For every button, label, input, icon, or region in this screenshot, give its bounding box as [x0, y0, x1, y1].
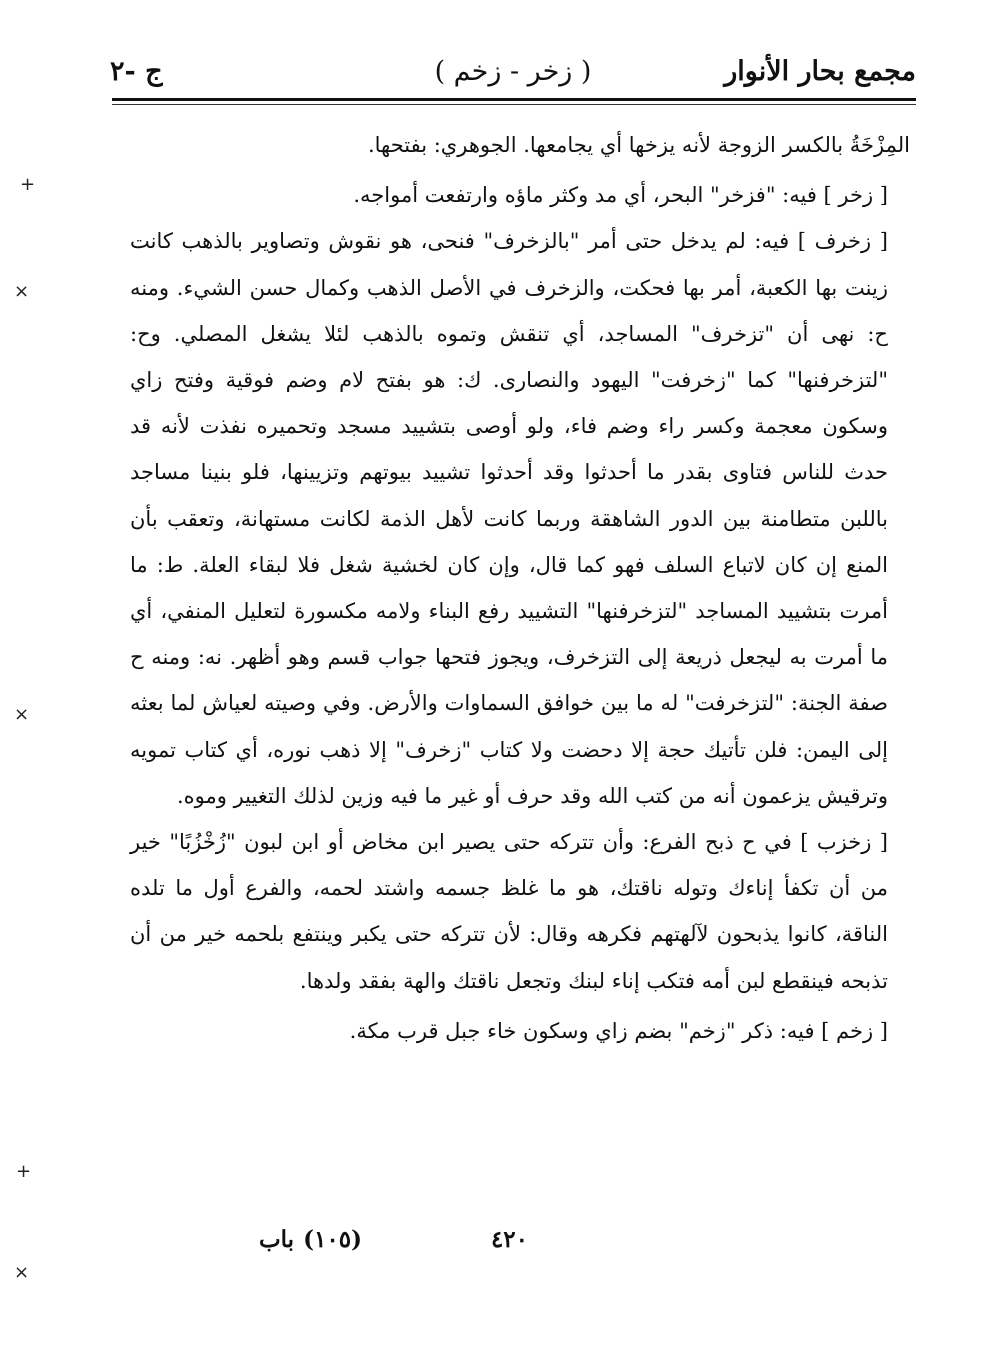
page-number: ٤٢٠	[490, 1226, 528, 1253]
margin-tick-icon: ×	[14, 704, 30, 725]
entry-zukhruf: [ زخرف ] فيه: لم يدخل حتى أمر "بالزخرف" فنحى، هو نقوش وتصاوير بالذهب كانت زينت بها الكعبة، أمر بها فحكت، والزخرف في الأصل الذهب وكمال حسن الشيء. ومنه ح: نهى أن "تزخرف" المساجد، أي تنقش وتموه بالذهب لئلا يشغل المصلي. وح: "لتزخرفنها" كما "زخرفت" اليهود والنصارى. ك: هو بفتح لام وضم فوقية وفتح زاي وسكون معجمة وكسر راء وضم فاء، ولو أوصى بتشييد مسجد وتحميره نفذت لأنه قد حدث للناس فتاوى بقدر ما أحدثوا وقد أحدثوا تشييد بيوتهم وتزيينها، فلو بنينا مساجد باللبن متطامنة بين الدور الشاهقة وربما كانت لأهل الذمة لكانت مستهانة، وتعقب بأن المنع إن كان لاتباع السلف فهو كما قال، وإن كان لخشية شغل فلا لبقاء العلة. ط: ما أمرت بتشييد المساجد "لتزخرفنها" التشييد رفع البناء ولامه مكسورة لتعليل المنفي، أي ما أمرت به ليجعل ذريعة إلى التزخرف، ويجوز فتحها جواب قسم وهو أظهر. نه: ومنه ح صفة الجنة: "لتزخرفت" له ما بين خوافق السماوات والأرض. وفي وصيته لعياش لما بعثه إلى اليمن: فلن تأتيك حجة إلا دحضت ولا كتاب "زخرف" إلا ذهب نوره، أي كتاب تمويه وترقيش يزعمون أنه من كتب الله وقد حرف أو غير ما فيه وزين لذلك التغيير وموه.	[130, 229, 888, 808]
margin-tick-icon: ×	[14, 1262, 30, 1283]
page-footer	[170, 1222, 910, 1262]
margin-tick-icon: ×	[14, 281, 30, 302]
paragraph-mizkha: المِزْخَةُ بالكسر الزوجة لأنه يزخها أي يجامعها. الجوهري: بفتحها.	[367, 133, 910, 157]
entry-zakhara: [ زخر ] فيه: "فزخر" البحر، أي مد وكثر ماؤه وارتفعت أمواجه.	[353, 183, 888, 208]
main-text	[130, 122, 910, 1054]
section-number: (١٠٥)	[303, 1226, 362, 1253]
entry-zakhm: [ زخم ] فيه: ذكر "زخم" بضم زاي وسكون خاء جبل قرب مكة.	[349, 1018, 888, 1043]
entry-zukhzub: [ زخزب ] في ح ذبح الفرع: وأن تتركه حتى يصير ابن مخاض أو ابن لبون "زُخْزُبًا" خير من أن تكفأ إناءك وتوله ناقتك، هو ما غلظ جسمه واشتد لحمه، والفرع أول ما تلده الناقة، كانوا يذبحون لآلهتهم فكرهه وقال: لأن تتركه حتى يكبر وينتفع بلحمه خير من أن تذبحه فينقطع لبن أمه فتكب إناء لبنك وتجعل ناقتك والهة بفقد ولدها.	[130, 830, 888, 993]
margin-tick-icon: +	[16, 1161, 32, 1182]
volume-label: ج -٢	[110, 56, 163, 87]
running-header	[110, 52, 916, 96]
header-rule-thick	[112, 98, 916, 101]
header-rule-thin	[112, 104, 916, 105]
section-label: باب	[258, 1226, 294, 1253]
entry-range: ( زخر - زخم )	[434, 56, 592, 87]
margin-tick-icon: +	[20, 174, 36, 195]
book-title: مجمع بحار الأنوار	[724, 56, 916, 87]
